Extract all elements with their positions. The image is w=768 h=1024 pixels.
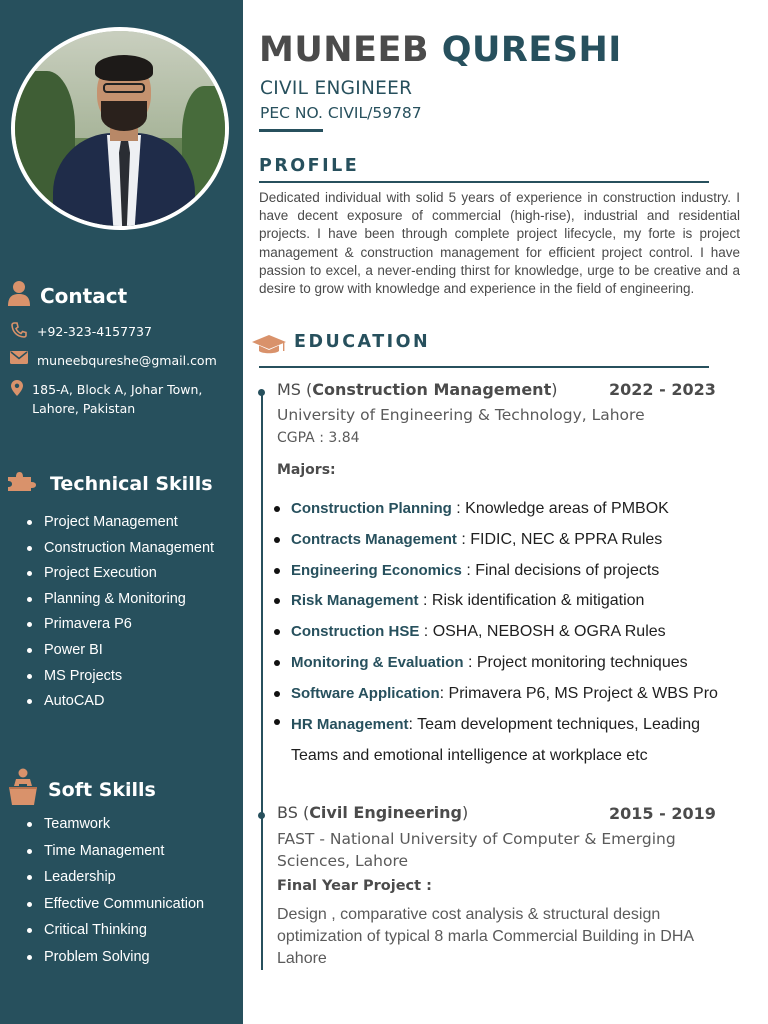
major-separator: :: [408, 715, 418, 733]
soft-skills-list: [22, 813, 204, 973]
final-year-project-label: Final Year Project :: [277, 878, 432, 894]
bs-university: FAST - National University of Computer & Emerging Sciences, Lahore: [277, 830, 676, 870]
email-icon: [10, 351, 28, 364]
major-area: Software Application: [291, 684, 440, 702]
pec-value: CIVIL/59787: [327, 104, 422, 122]
last-name: QURESHI: [441, 30, 622, 70]
list-item: Problem Solving: [22, 946, 204, 973]
contact-email[interactable]: [10, 351, 217, 370]
list-item: [270, 558, 740, 589]
location-pin-icon: [10, 380, 23, 396]
list-item: [270, 681, 740, 712]
degree-suffix: ): [551, 380, 558, 399]
list-item: Teamwork: [22, 813, 204, 840]
list-item: Project Execution: [22, 562, 214, 588]
soft-skills-heading-label: Soft Skills: [48, 778, 156, 801]
ms-years: 2022 - 2023: [609, 380, 716, 399]
major-detail: Team development techniques, Leading Teams and emotional intelligence at workplace etc: [291, 715, 700, 764]
list-item: Project Management: [22, 511, 214, 537]
major-area: HR Management: [291, 715, 409, 733]
list-item: AutoCAD: [22, 690, 214, 716]
major-detail: Knowledge areas of PMBOK: [465, 500, 669, 517]
contact-phone[interactable]: [10, 322, 152, 341]
education-heading: EDUCATION: [294, 332, 431, 352]
list-item: Primavera P6: [22, 613, 214, 639]
major-area: Construction HSE: [291, 623, 420, 641]
first-name: MUNEEB: [259, 30, 430, 70]
degree-prefix: BS (: [277, 803, 310, 822]
bs-years: 2015 - 2019: [609, 804, 716, 823]
list-item: [270, 709, 740, 771]
list-item: [270, 588, 740, 619]
soft-skills-heading: [8, 768, 156, 811]
address-text: 185-A, Block A, Johar Town, Lahore, Pakistan: [32, 382, 203, 416]
major-separator: :: [439, 684, 449, 702]
major-separator: :: [456, 530, 471, 548]
person-icon: [8, 280, 30, 311]
ms-university: University of Engineering & Technology, Lahore: [277, 406, 645, 424]
pec-prefix: PEC NO.: [260, 104, 328, 122]
profile-photo: [11, 27, 229, 230]
profile-summary: Dedicated individual with solid 5 years of experience in construction industry. I have decent exposure of commercial (high-rise), industrial and residential projects. I have been through complete project lifecycle, my forte is project management & construction management for efficient project control. I have passion to excel, a never-ending thirst for knowledge, urge to be creative and a desire to grow with knowledge and experience in the field of engineering.: [259, 190, 740, 297]
list-item: [270, 619, 740, 650]
major-detail: Risk identification & mitigation: [431, 592, 645, 610]
contact-address: [10, 380, 235, 418]
major-detail: OSHA, NEBOSH & OGRA Rules: [432, 623, 666, 641]
education-divider: [259, 366, 709, 368]
profile-divider: [259, 181, 709, 183]
job-title: CIVIL ENGINEER: [260, 78, 413, 99]
major-separator: :: [461, 561, 476, 579]
list-item: Effective Communication: [22, 893, 204, 920]
major-area: Contracts Management: [291, 530, 457, 548]
list-item: Power BI: [22, 639, 214, 665]
technical-skills-heading: [6, 470, 213, 497]
contact-heading: [8, 280, 127, 311]
list-item: [270, 496, 740, 527]
list-item: [270, 527, 740, 558]
majors-label: Majors:: [277, 462, 336, 478]
final-year-project-text: Design , comparative cost analysis & structural design optimization of typical 8 marla Commercial Building in DHA Lahore: [277, 906, 694, 967]
ms-cgpa: CGPA : 3.84: [277, 430, 360, 446]
technical-skills-heading-label: Technical Skills: [50, 472, 213, 495]
major-area: Risk Management: [291, 592, 419, 610]
majors-list: [270, 496, 740, 771]
presenter-icon: [8, 768, 38, 811]
sidebar: [0, 0, 243, 1024]
list-item: Leadership: [22, 866, 204, 893]
degree-name: Construction Management: [312, 380, 552, 399]
list-item: Planning & Monitoring: [22, 588, 214, 614]
graduation-cap-icon: [251, 333, 287, 357]
timeline-line: [261, 392, 263, 970]
list-item: Time Management: [22, 840, 204, 867]
phone-number: +92-323-4157737: [37, 324, 152, 339]
list-item: MS Projects: [22, 665, 214, 691]
bs-degree-title: [277, 803, 468, 822]
major-detail: Project monitoring techniques: [476, 653, 688, 671]
timeline-dot: [258, 389, 265, 396]
degree-prefix: MS (: [277, 380, 313, 399]
degree-name: Civil Engineering: [309, 803, 462, 822]
major-detail: Final decisions of projects: [475, 561, 660, 579]
major-separator: :: [463, 653, 477, 671]
email-address: muneebqureshe@gmail.com: [37, 353, 217, 368]
profile-heading: PROFILE: [259, 156, 360, 176]
major-area: Engineering Economics: [291, 561, 462, 579]
contact-heading-label: Contact: [40, 283, 128, 308]
ms-degree-title: [277, 380, 557, 399]
technical-skills-list: [22, 511, 214, 716]
list-item: Construction Management: [22, 537, 214, 563]
major-separator: :: [419, 623, 433, 641]
major-area: Construction Planning: [291, 500, 452, 517]
list-item: [270, 650, 740, 681]
puzzle-icon: [6, 470, 40, 497]
major-detail: FIDIC, NEC & PPRA Rules: [470, 530, 663, 548]
pec-number: [260, 104, 422, 122]
major-detail: Primavera P6, MS Project & WBS Pro: [448, 684, 718, 702]
timeline-dot: [258, 812, 265, 819]
list-item: Critical Thinking: [22, 919, 204, 946]
degree-suffix: ): [461, 803, 469, 822]
major-area: Monitoring & Evaluation: [291, 653, 464, 671]
major-separator: :: [418, 592, 432, 610]
major-separator: :: [451, 500, 466, 517]
phone-icon: [10, 322, 28, 338]
full-name: [259, 30, 622, 70]
title-divider: [259, 129, 323, 132]
